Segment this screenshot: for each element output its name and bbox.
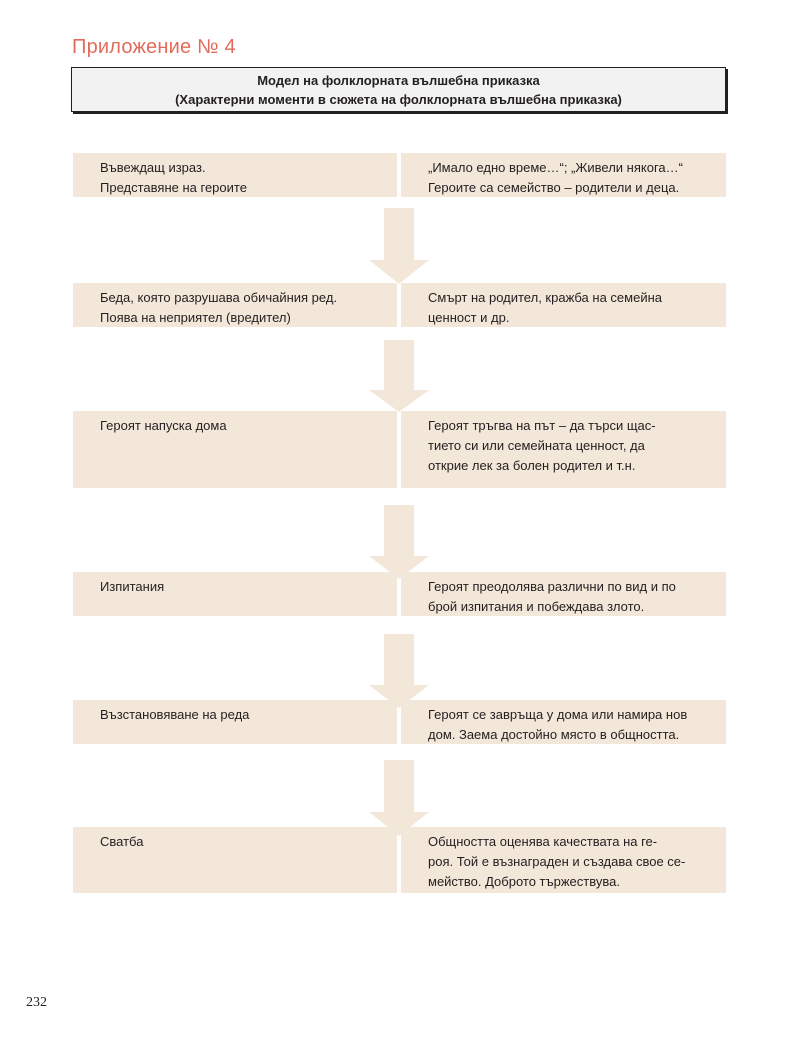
description-text: мейство. Доброто тържествува. [428,874,620,889]
flow-row [73,153,726,197]
description-cell [401,153,726,197]
description-text: ценност и др. [428,310,510,325]
flow-row [73,700,726,744]
stage-cell [73,153,397,197]
header-line-2: (Характерни моменти в сюжета на фолклорната вълшебна приказка) [175,92,622,107]
description-text: Общността оценява качествата на ге- [428,834,658,849]
stage-cell [73,827,397,893]
header-line-1: Модел на фолклорната вълшебна приказка [257,73,540,88]
description-cell [401,700,726,744]
description-text: роя. Той е възнаграден и създава свое се- [428,854,686,869]
model-header-box [71,67,726,112]
down-arrow-icon [369,208,429,284]
stage-text: Изпитания [100,579,165,594]
down-arrow-icon [369,760,429,836]
stage-text: Поява на неприятел (вредител) [100,310,291,325]
stage-text: Беда, която разрушава обичайния ред. [100,290,338,305]
description-text: Героят преодолява различни по вид и по [428,579,676,594]
stage-text: Сватба [100,834,144,849]
description-text: тието си или семейната ценност, да [428,438,645,453]
description-text: „Имало едно време…“; „Живели някога…“ [428,160,683,175]
stage-cell [73,700,397,744]
down-arrow-icon [369,340,429,412]
stage-cell [73,283,397,327]
stage-cell [73,572,397,616]
description-cell [401,411,726,488]
flow-row [73,827,726,893]
description-text: Героите са семейство – родители и деца. [428,180,680,195]
description-text: дом. Заема достойно място в общността. [428,727,680,742]
stage-text: Представяне на героите [100,180,247,195]
description-cell [401,572,726,616]
stage-text: Възстановяване на реда [100,707,250,722]
description-text: открие лек за болен родител и т.н. [428,458,636,473]
description-cell [401,283,726,327]
flow-row [73,411,726,488]
stage-text: Въвеждащ израз. [100,160,206,175]
flow-row [73,572,726,616]
flow-row [73,283,726,327]
description-text: брой изпитания и побеждава злото. [428,599,645,614]
description-text: Героят тръгва на път – да търси щас- [428,418,656,433]
stage-cell [73,411,397,488]
stage-text: Героят напуска дома [100,418,227,433]
page-number: 232 [26,995,47,1010]
appendix-title: Приложение № 4 [72,36,236,58]
description-text: Смърт на родител, кражба на семейна [428,290,662,305]
description-cell [401,827,726,893]
down-arrow-icon [369,634,429,708]
description-text: Героят се завръща у дома или намира нов [428,707,688,722]
down-arrow-icon [369,505,429,579]
